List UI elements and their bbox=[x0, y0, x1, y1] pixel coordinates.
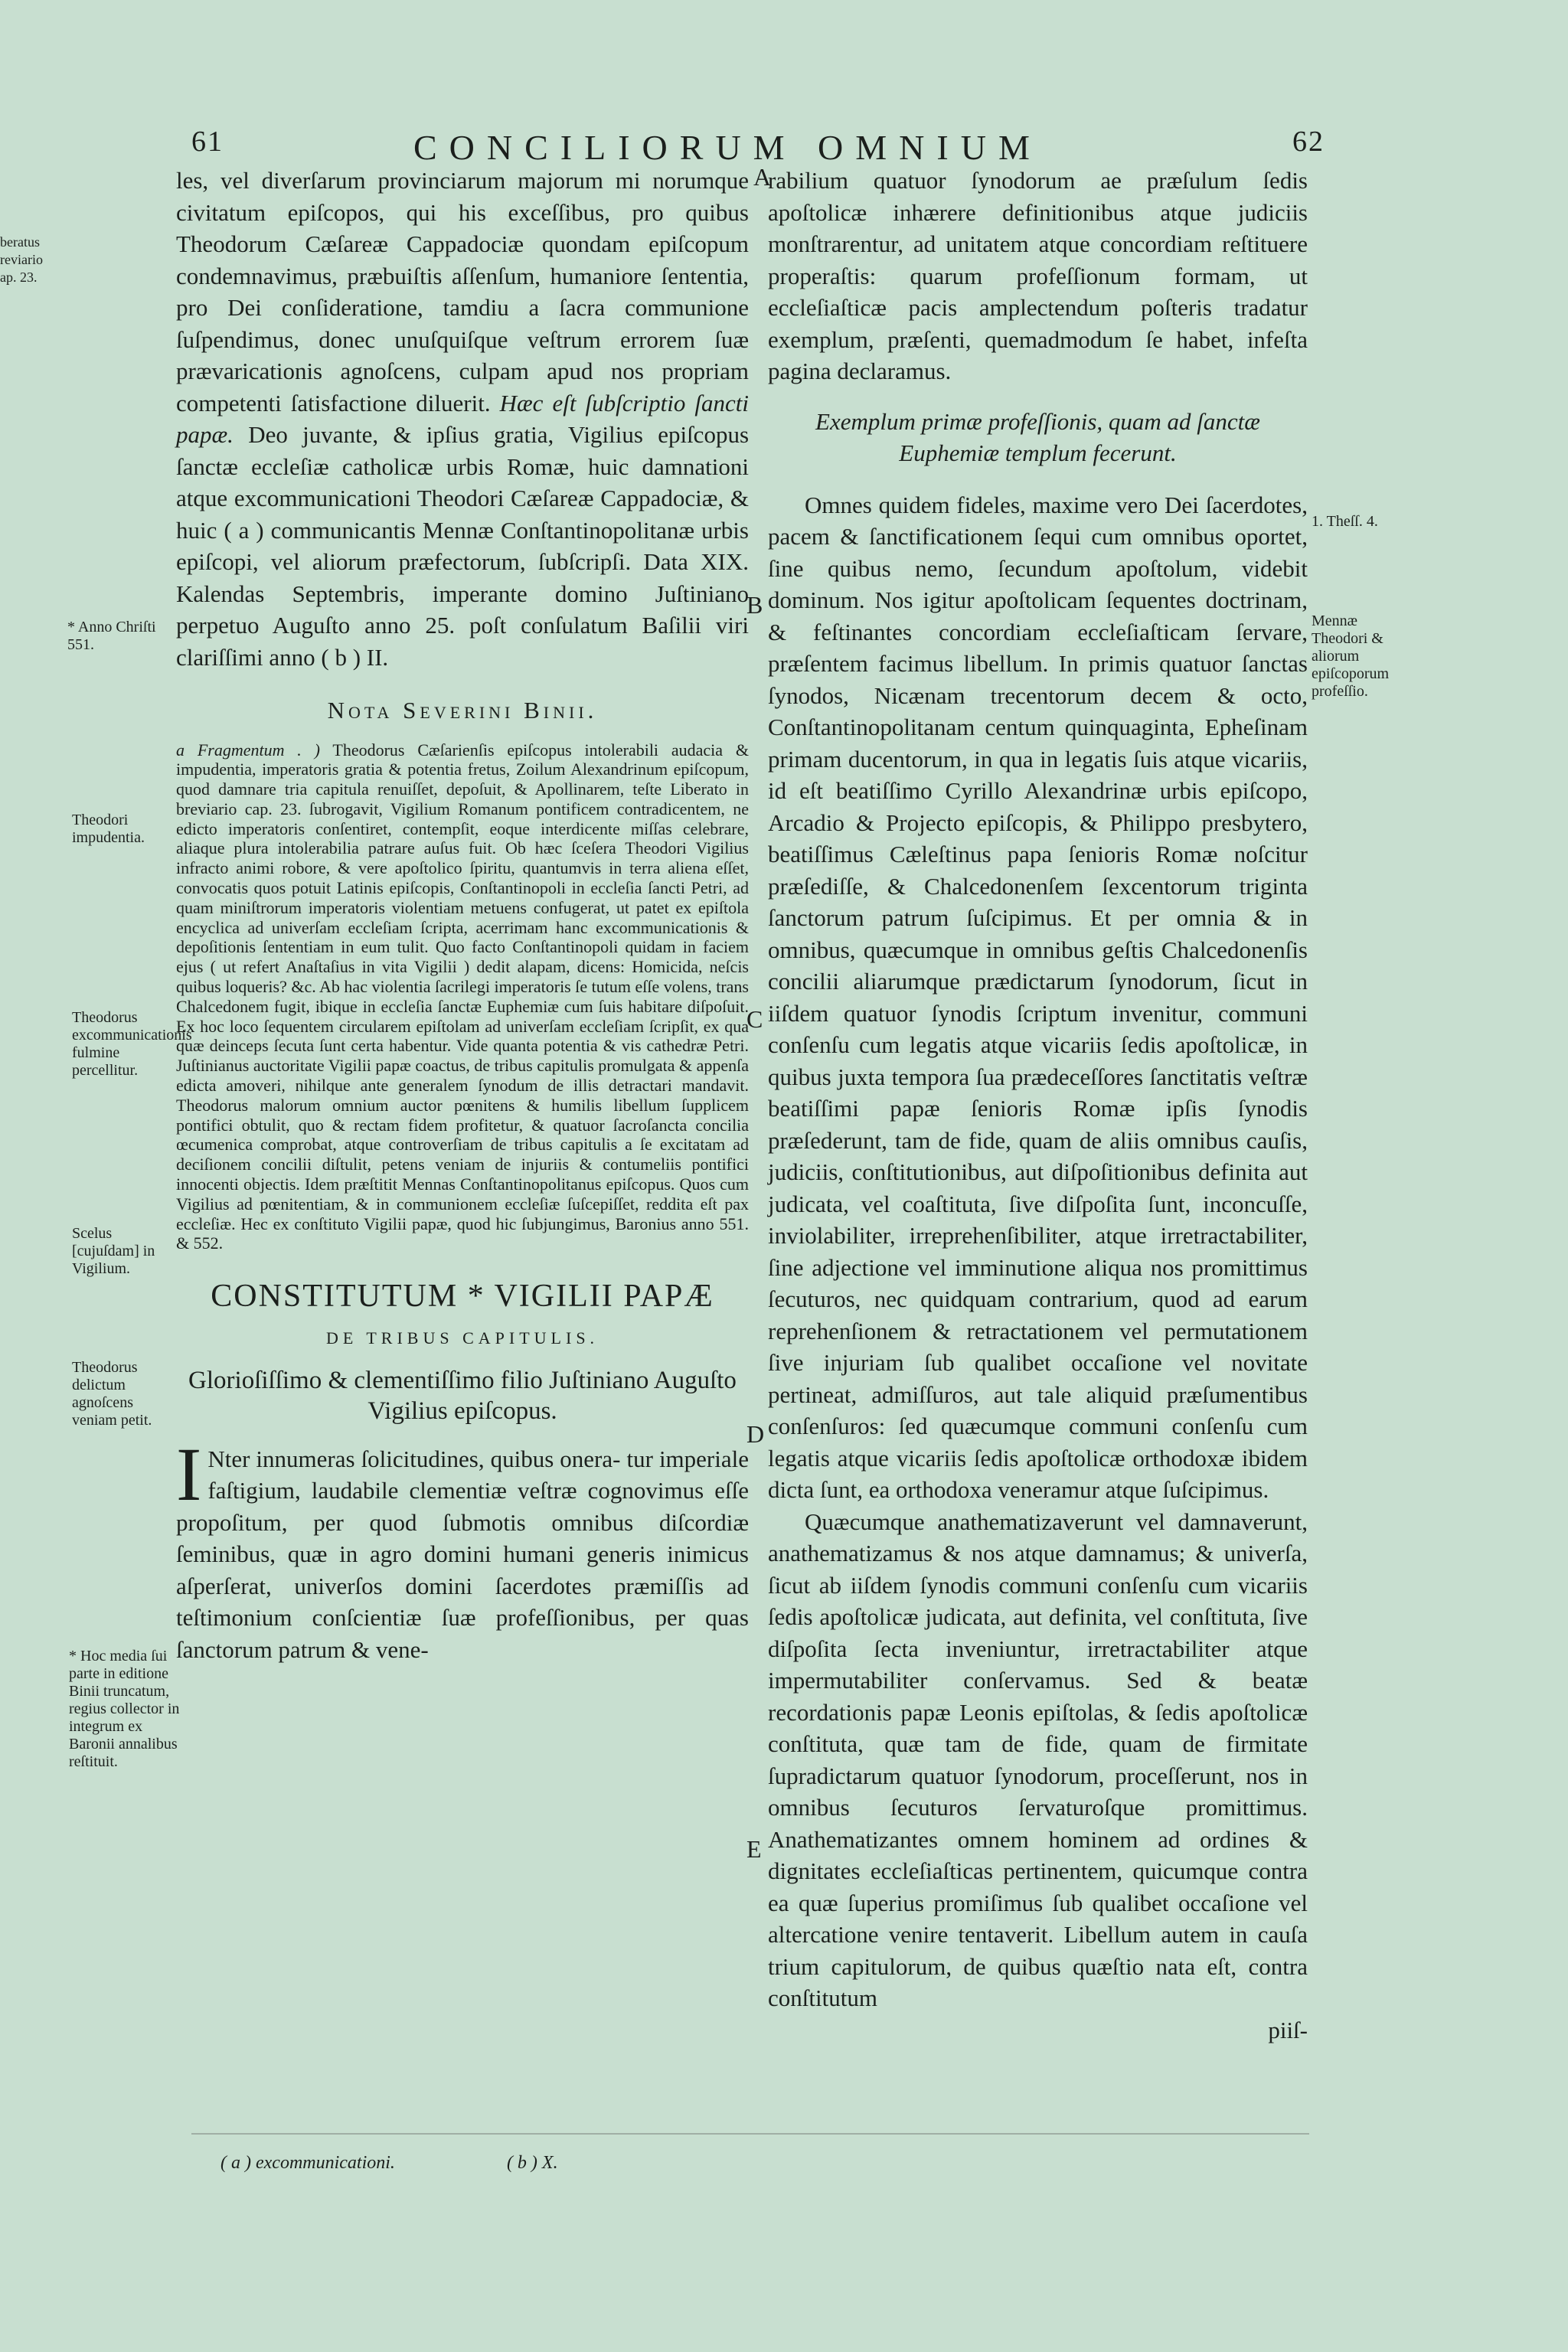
margin-note-hoc-media: * Hoc media ſui parte in editione Binii truncatum, regius collector in integrum ex Baronii annalibus reſtituit. bbox=[69, 1648, 180, 1770]
catchword: piiſ- bbox=[1268, 2016, 1308, 2043]
page-number-left: 61 bbox=[191, 126, 224, 158]
left-paragraph-1: les, vel diverſarum provinciarum majorum mi norumque civitatum epiſcopos, qui his exceſſibus, pro quibus Theodorum Cæſareæ Cappadociæ quondam epiſcopum condemnavimus, præbuiſtis aſſenſum, humaniore ſententia, pro Dei conſideratione, tamdiu a ſacra communione ſuſpendimus, donec unuſquiſque veſtrum errorem ſuæ prævaricationis agnoſcens, culpam apud nos propriam competenti ſatisfactione diluerit. Hæc eſt ſubſcriptio ſancti papæ. Deo juvante, & ipſius gratia, Vigilius epiſcopus ſanctæ eccleſiæ catholicæ urbis Romæ, huic damnationi atque excommunicationi Theodori Cæſareæ Cappadociæ, & huic ( a ) communicantis Mennæ Conſtantinopolitanæ urbis epiſcopi, vel aliorum præfectorum, ſubſcripſi. Data XIX. Kalendas Septembris, imperante domino Juſtiniano perpetuo Auguſto anno 25. poſt conſulatum Baſilii viri clariſſimi anno ( b ) II. bbox=[176, 167, 750, 671]
drop-capital: I bbox=[176, 1431, 202, 1517]
address-line: Glorioſiſſimo & clementiſſimo filio Juſtiniano Auguſto Vigilius epiſcopus. bbox=[188, 1366, 737, 1425]
side-letter-e: E bbox=[746, 1835, 762, 1863]
right-paragraph-3: Quæcumque anathematizaverunt vel damnaverunt, anathematizamus & nos atque damnamus; & univerſa, ſicut ab iiſdem ſynodis communi conſenſu cum vicariis ſedis apoſtolicæ judicata, aut definita, vel conſtituta, ſive diſpoſita ſecta inveniuntur, irretractabiliter atque impermutabiliter conſervamus. Sed & beatæ recordationis papæ Leonis epiſtolas, & ſedis apoſtolicæ conſtituta, quæ tam de fide, quam de firmitate ſupradictarum quatuor ſynodorum, proceſſerunt, nos in omnibus ſecuturos ſervaturoſque promittimus. Anathematizantes omnem hominem ad ordines & dignitates eccleſiaſticas pertinentem, quicumque contra ea quæ ſuperius promiſimus ſub qualibet occaſione vel altercatione venire tentaverit. Libellum autem in cauſa trium capitulorum, de quibus quæſtio nata eſt, contra conſtitutum bbox=[768, 1508, 1308, 2011]
footnote-rule bbox=[191, 2133, 1309, 2135]
footnotes bbox=[220, 2153, 665, 2174]
margin-note-delictum: Theodorus delictum agnoſcens veniam petit. bbox=[72, 1359, 152, 1429]
margin-note-liberatus: beratus reviario ap. 23. bbox=[0, 234, 43, 285]
running-title: CONCILIORUM OMNIUM bbox=[413, 128, 1042, 167]
margin-note-anno: * Anno Chriſti 551. bbox=[67, 619, 156, 653]
nota-heading: Nota Severini Binii. bbox=[327, 697, 598, 724]
exemplum-heading: Exemplum primæ profeſſionis, quam ad ſanctæ Euphemiæ templum fecerunt. bbox=[815, 407, 1260, 466]
margin-note-scelus: Scelus [cujuſdam] in Vigilium. bbox=[72, 1225, 155, 1277]
side-letter-b: B bbox=[746, 591, 763, 619]
side-letter-c: C bbox=[746, 1005, 763, 1033]
right-paragraph-1: rabilium quatuor ſynodorum ae præſulum ſedis apoſtolicæ inhærere definitionibus atque judiciis monſtrarentur, ad unitatem atque concordiam reſtituere properaſtis: quarum profeſſionum formam, ut eccleſiaſticæ pacis amplectendum poſteris tradatur exemplum, præſenti, quemadmodum ſe habet, infeſta pagina declaramus. bbox=[768, 167, 1308, 384]
side-letter-a: A bbox=[753, 163, 772, 191]
margin-note-thess: 1. Theſſ. 4. bbox=[1312, 513, 1378, 530]
margin-note-impudentia: Theodori impudentia. bbox=[72, 812, 145, 846]
margin-note-excommunication: Theodorus excommunicationis fulmine percellitur. bbox=[72, 1009, 192, 1079]
right-paragraph-2: Omnes quidem fideles, maxime vero Dei ſacerdotes, pacem & ſanctificationem ſequi cum omnibus oportet, ſine quibus nemo, ſecundum apoſtolum, videbit dominum. Nos igitur apoſtolicam ſequentes doctrinam, & feſtinantes concordiam eccleſiaſticam ſervare, præſentem facimus libellum. In primis quatuor ſanctas ſynodos, Nicænam trecentorum decem & octo, Conſtantinopolitanam centum quinquaginta, Epheſinam primam ducentorum, in qua in legatis ſuis atque vicariis, id eſt beatiſſimo Cyrillo Alexandrinæ urbis epiſcopo, Arcadio & Projecto epiſcopis, & Philippo presbytero, beatiſſimus Cæleſtinus papa ſenioris Romæ noſcitur præſediſſe, & Chalcedonenſem ſexcentorum triginta ſanctorum patrum ſuſcipimus. Et per omnia & in omnibus, quæcumque in omnibus geſtis Chalcedonenſis concilii aliarumque prædictarum ſynodorum, ſicut in iiſdem quatuor ſynodis ſcriptum invenitur, communi conſenſu cum legatis atque vicariis ſedis apoſtolicæ, in quibus juxta tempora ſua prædeceſſores ſanctitatis veſtræ beatiſſimi papæ ſenioris Romæ ipſis ſynodis præſederunt, tam de fide, quam de aliis omnibus cauſis, judiciis, conſtitutionibus, aut diſpoſitionibus definita aut judicata, vel coaſtituta, ſive diſpoſita ſunt, inconcuſſe, inviolabiliter, irreprehenſibiliter, atque irretractabiliter, ſine adjectione vel imminutione aliqua nos promittimus ſecuturos, nec quidquam contrarium, quod ad earum reprehenſionem & retractationem vel permutationem ſive injuriam ſub qualibet occaſione vel novitate pertineat, admiſſuros, aut tale aliquid præſumentibus conſenſuros: ſed quæcumque communi conſenſu cum legatis atque vicariis ſedis apoſtolicæ orthodoxæ ibidem dicta ſunt, ea orthodoxa veneramur atque ſuſcipimus. bbox=[768, 491, 1308, 1503]
constitutum-paragraph: I Nter innumeras ſolicitudines, quibus onera- tur imperiale faſtigium, laudabile clementiæ veſtræ cognovimus eſſe propoſitum, per quod ſubmotis omnibus diſcordiæ ſeminibus, quæ in agro domini humani generis inimicus aſperſerat, univerſos domini ſacerdotes præmiſſis ad teſtimonium conſcientiæ ſuæ profeſſionibus, per quas ſanctorum patrum & vene- bbox=[176, 1431, 749, 1663]
right-column bbox=[768, 165, 1308, 2046]
constitutum-subheading: DE TRIBUS CAPITULIS. bbox=[325, 1328, 599, 1348]
side-letter-d: D bbox=[746, 1420, 765, 1448]
footnote-a: ( a ) excommunicationi. bbox=[220, 2153, 395, 2173]
margin-note-mennae: Mennæ Theodori & aliorum epiſcoporum profeſſio. bbox=[1312, 612, 1390, 700]
nota-text: a Fragmentum . ) Theodorus Cæſarienſis epiſcopus intolerabili audacia & impudentia, imperatoris gratia & potentia fretus, Zoilum Alexandrinum epiſcopum, quod damnare tria capitula renuiſſet, depoſuit, & Apollinarem, teſte Liberato in breviario cap. 23. ſubrogavit, Vigilium Romanum pontificem contradicentem, ne edicto imperatoris conſentiret, contempſit, eoque interdicente miſſas celebrare, aliaque plura intolerabilia patrare auſus fuit. Ob hæc ſceſera Theodori Vigilius infracto animi robore, & vere apoſtolico ſpiritu, quantumvis in terra aliena eſſet, convocatis quos potuit Latinis epiſcopis, Conſtantinopoli in eccleſia ſancti Petri, ad quam miniſtrorum imperatoris violentiam metuens confugerat, ut patet ex epiſtola encyclica ad univerſam eccleſiam ſcripta, acerrimam hanc excommunicationis & depoſitionis ſententiam in eum tulit. Quo facto Conſtantinopoli quidam in faciem ejus ( ut refert Anaſtaſius in vita Vigilii ) dedit alapam, dicens: Homicida, neſcis quibus loqueris? &c. Ab hac violentia ſacrilegi imperatoris ſe tutum eſſe volens, trans Chalcedonem fugit, ibique in eccleſia ſanctæ Euphemiæ cum ſuis habitare diſpoſuit. Ex hoc loco ſequentem circularem epiſtolam ad univerſam eccleſiam ſcripſit, ex qua quæ deinceps ſecuta ſunt certa habentur. Vide quanta potentia & vis cathedræ Petri. Juſtinianus auctoritate Vigilii papæ coactus, de tribus capitulis promulgata & appenſa edicta amoveri, nihilque ante generalem ſynodum de illis detractari mandavit. Theodorus malorum omnium auctor pœnitens & humilis libellum ſupplicem pontifici obtulit, quo & rectam fidem profitetur, & quatuor ſacroſancta concilia œcumenica comprobat, atque controverſiam de tribus capitulis a ſe excitatam ad deciſionem concilii diſtulit, petens veniam de injuriis & contumeliis pontifici innocenti objectis. Idem præſtitit Mennas Conſtantinopolitanus epiſcopus. Quos cum Vigilius ad pœnitentiam, & in communionem eccleſiæ ſuſcepiſſet, reddita eſt pax eccleſiæ. Hec ex conſtituto Vigilii papæ, quod hic ſubjungimus, Baronius anno 551. & 552. bbox=[176, 740, 749, 1253]
left-column bbox=[176, 165, 749, 1665]
page-number-right: 62 bbox=[1292, 126, 1325, 158]
footnote-b: ( b ) X. bbox=[506, 2153, 558, 2173]
constitutum-heading: CONSTITUTUM * VIGILII PAPÆ bbox=[211, 1279, 714, 1315]
